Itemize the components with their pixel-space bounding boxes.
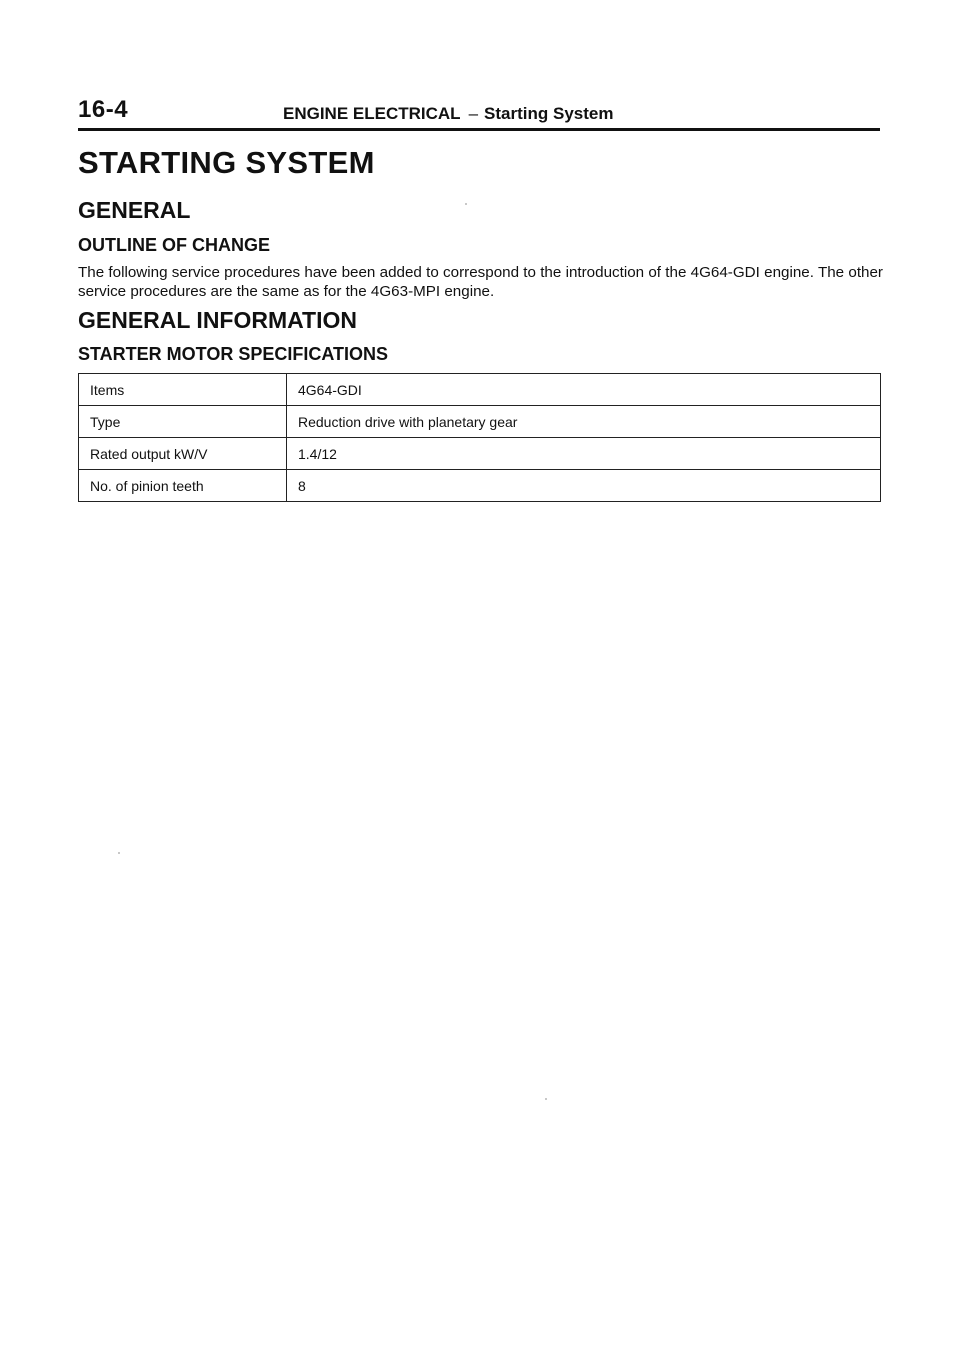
table-cell: Type — [79, 406, 287, 438]
spec-table-heading: STARTER MOTOR SPECIFICATIONS — [78, 344, 389, 364]
starter-motor-spec-table — [78, 373, 881, 502]
outline-heading: OUTLINE OF CHANGE — [78, 235, 270, 255]
running-title — [283, 104, 613, 124]
section-title: ENGINE ELECTRICAL — [283, 104, 461, 123]
subsection-title: Starting System — [484, 104, 614, 123]
scan-speck — [465, 203, 467, 205]
outline-paragraph: The following service procedures have been added to correspond to the introduction of the 4G64-GDI engine. The other service procedures are the same as for the 4G63-MPI engine. — [78, 264, 883, 300]
title-separator: – — [468, 104, 479, 123]
page-number: 16-4 — [78, 96, 129, 123]
table-cell: Reduction drive with planetary gear — [287, 406, 881, 438]
table-cell: Items — [79, 374, 287, 406]
table-cell: 1.4/12 — [287, 438, 881, 470]
general-heading: GENERAL — [78, 197, 191, 223]
header-rule — [78, 128, 880, 131]
table-row — [79, 406, 881, 438]
table-row — [79, 438, 881, 470]
page-title: STARTING SYSTEM — [78, 145, 375, 180]
table-cell: 4G64-GDI — [287, 374, 881, 406]
table-row — [79, 470, 881, 502]
page-header — [78, 96, 880, 130]
table-cell: No. of pinion teeth — [79, 470, 287, 502]
table-cell: Rated output kW/V — [79, 438, 287, 470]
scan-speck — [118, 852, 120, 854]
table-cell: 8 — [287, 470, 881, 502]
general-information-heading: GENERAL INFORMATION — [78, 307, 357, 333]
table-row — [79, 374, 881, 406]
scan-speck — [545, 1098, 547, 1100]
